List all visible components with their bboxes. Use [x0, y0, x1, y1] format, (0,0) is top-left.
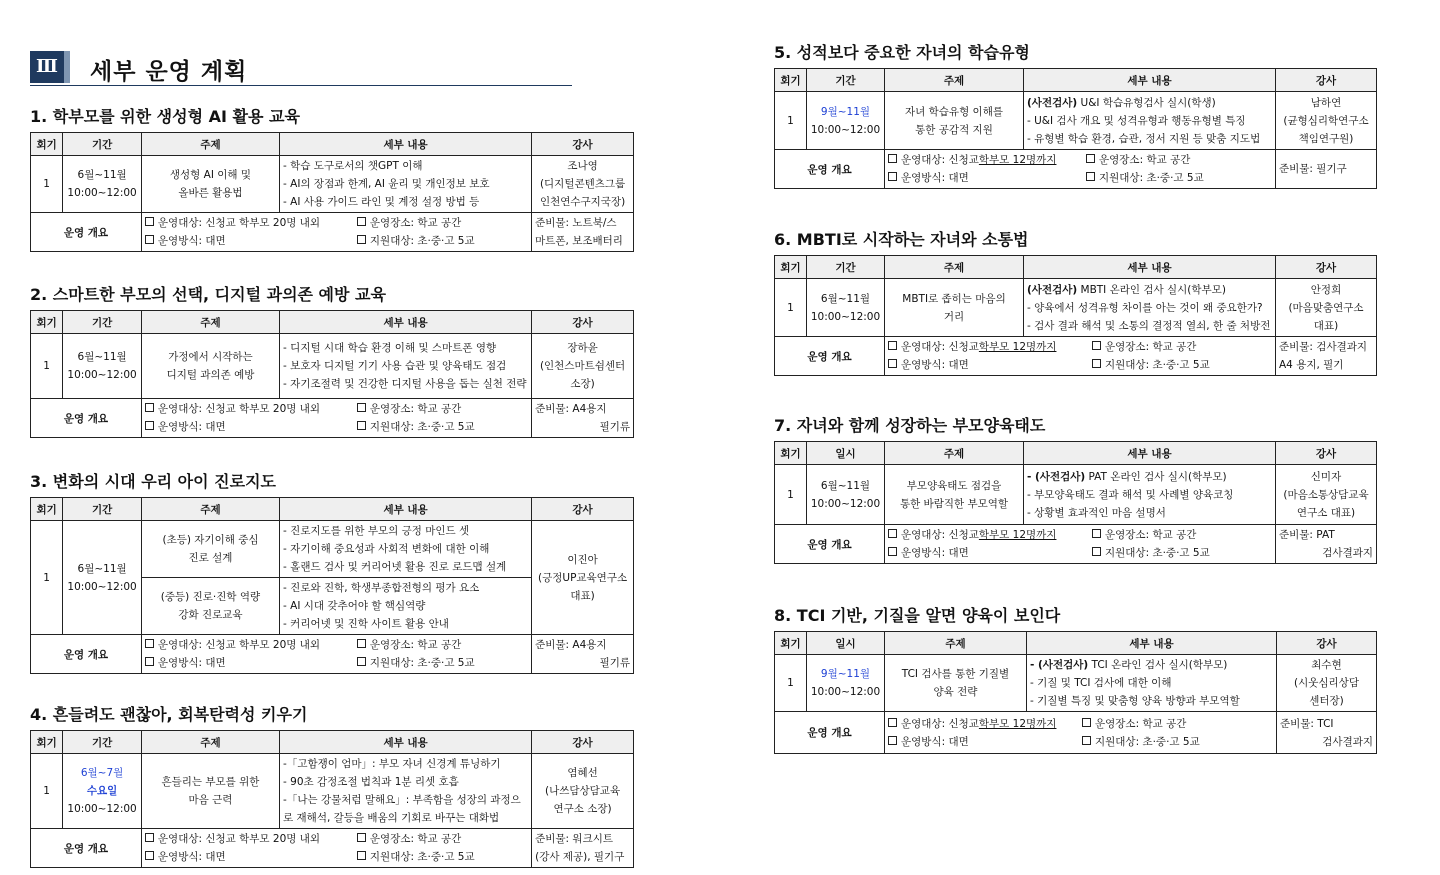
topic-cell-elementary: (초등) 자기이해 중심 진로 설계 — [141, 521, 279, 578]
overview-label: 운영 개요 — [31, 213, 142, 252]
overview-label: 운영 개요 — [775, 337, 885, 376]
col-header-round: 회기 — [31, 498, 63, 521]
page-title: 세부 운영 계획 — [90, 59, 248, 85]
instructor-cell: 안정희 (마음맞춤연구소 대표) — [1276, 279, 1377, 337]
topic-cell: 흔들리는 부모를 위한 마음 근력 — [141, 754, 279, 829]
col-header-details: 세부 내용 — [280, 498, 532, 521]
instructor-cell: 최수현 (시웃심리상담 센터장) — [1277, 655, 1377, 712]
col-header-details: 세부 내용 — [1024, 69, 1276, 92]
period-cell: 6월~11월 10:00~12:00 — [63, 334, 142, 399]
overview-label: 운영 개요 — [31, 635, 142, 674]
plan-table — [774, 255, 1377, 376]
header-accent-bar — [64, 51, 70, 83]
section-title: 2. 스마트한 부모의 선택, 디지털 과의존 예방 교육 — [30, 285, 386, 304]
section-8 — [774, 605, 1376, 754]
checkbox-bullet-icon — [1092, 359, 1101, 368]
prep-cell: 준비물: A4용지 필기류 — [532, 399, 634, 438]
round-cell: 1 — [775, 655, 807, 712]
round-cell: 1 — [31, 521, 63, 635]
col-header-round: 회기 — [31, 731, 63, 754]
round-cell: 1 — [31, 156, 63, 213]
checkbox-bullet-icon — [1086, 154, 1095, 163]
section-2 — [30, 284, 634, 438]
details-cell: - 학습 도구로서의 챗GPT 이해 - AI의 장점과 한계, AI 윤리 및 개인정보 보호 - AI 사용 가이드 라인 및 계정 설정 방법 등 — [280, 156, 532, 213]
checkbox-bullet-icon — [357, 657, 366, 666]
col-header-period: 기간 — [807, 69, 885, 92]
overview-label: 운영 개요 — [31, 399, 142, 438]
col-header-topic: 주제 — [885, 632, 1027, 655]
details-cell: (사전검사) U&I 학습유형검사 실시(학생) - U&I 검사 개요 및 성격유형과 행동유형별 특징 - 유형별 학습 환경, 습관, 정서 지원 등 맞춤 지도법 — [1024, 92, 1276, 150]
col-header-instructor: 강사 — [1276, 442, 1377, 465]
col-header-instructor: 강사 — [532, 731, 634, 754]
section-title: 1. 학부모를 위한 생성형 AI 활용 교육 — [30, 107, 300, 126]
overview-cell: 운영대상: 신청교 학부모 20명 내외 운영장소: 학교 공간 운영방식: 대면 지원대상: 초·중·고 5교 — [141, 399, 531, 438]
col-header-topic: 주제 — [885, 256, 1024, 279]
details-cell-elementary: - 진로지도를 위한 부모의 긍정 마인드 셋 - 자기이해 중요성과 사회적 변화에 대한 이해 - 홀랜드 검사 및 커리어넷 활용 진로 로드맵 설계 — [280, 521, 532, 578]
plan-table — [30, 310, 634, 438]
checkbox-bullet-icon — [145, 657, 154, 666]
period-cell: 6월~7월 수요일 10:00~12:00 — [63, 754, 142, 829]
checkbox-bullet-icon — [357, 639, 366, 648]
period-cell: 9월~11월 10:00~12:00 — [807, 655, 885, 712]
topic-cell: 부모양육태도 점검을 통한 바람직한 부모역할 — [885, 465, 1024, 525]
checkbox-bullet-icon — [888, 154, 897, 163]
col-header-period: 기간 — [63, 498, 142, 521]
period-cell: 9월~11월 10:00~12:00 — [807, 92, 885, 150]
section-title: 5. 성적보다 중요한 자녀의 학습유형 — [774, 43, 1030, 62]
col-header-instructor: 강사 — [532, 498, 634, 521]
round-cell: 1 — [31, 754, 63, 829]
plan-table — [30, 132, 634, 252]
prep-cell: 준비물: TCI 검사결과지 — [1277, 712, 1377, 754]
checkbox-bullet-icon — [1092, 341, 1101, 350]
col-header-datetime: 일시 — [807, 442, 885, 465]
col-header-instructor: 강사 — [1276, 69, 1377, 92]
checkbox-bullet-icon — [888, 172, 897, 181]
period-cell: 6월~11월 10:00~12:00 — [63, 521, 142, 635]
checkbox-bullet-icon — [1092, 529, 1101, 538]
period-cell: 6월~11월 10:00~12:00 — [63, 156, 142, 213]
checkbox-bullet-icon — [145, 403, 154, 412]
col-header-topic: 주제 — [141, 498, 279, 521]
overview-cell: 운영대상: 신청교 학부모 20명 내외 운영장소: 학교 공간 운영방식: 대면 지원대상: 초·중·고 5교 — [141, 213, 531, 252]
overview-label: 운영 개요 — [775, 150, 885, 189]
instructor-cell: 신미자 (마음소통상담교육 연구소 대표) — [1276, 465, 1377, 525]
prep-cell: 준비물: A4용지 필기류 — [532, 635, 634, 674]
checkbox-bullet-icon — [145, 639, 154, 648]
section-4 — [30, 704, 634, 868]
overview-cell: 운영대상: 신청교학부모 12명까지 운영장소: 학교 공간 운영방식: 대면 지원대상: 초·중·고 5교 — [885, 712, 1277, 754]
checkbox-bullet-icon — [145, 217, 154, 226]
checkbox-bullet-icon — [888, 529, 897, 538]
checkbox-bullet-icon — [888, 736, 897, 745]
col-header-details: 세부 내용 — [1027, 632, 1277, 655]
col-header-details: 세부 내용 — [280, 311, 532, 334]
col-header-instructor: 강사 — [532, 133, 634, 156]
topic-cell: MBTI로 좁히는 마음의 거리 — [885, 279, 1024, 337]
col-header-details: 세부 내용 — [280, 133, 532, 156]
col-header-instructor: 강사 — [532, 311, 634, 334]
checkbox-bullet-icon — [357, 421, 366, 430]
round-cell: 1 — [775, 279, 807, 337]
page-header — [30, 51, 572, 86]
col-header-round: 회기 — [31, 311, 63, 334]
section-6 — [774, 229, 1376, 376]
col-header-topic: 주제 — [141, 731, 279, 754]
checkbox-bullet-icon — [1092, 547, 1101, 556]
col-header-round: 회기 — [775, 632, 807, 655]
col-header-topic: 주제 — [141, 311, 279, 334]
plan-table — [30, 497, 634, 674]
overview-cell: 운영대상: 신청교학부모 12명까지 운영장소: 학교 공간 운영방식: 대면 지원대상: 초·중·고 5교 — [885, 525, 1276, 564]
plan-table — [774, 631, 1377, 754]
checkbox-bullet-icon — [888, 547, 897, 556]
overview-cell: 운영대상: 신청교학부모 12명까지 운영장소: 학교 공간 운영방식: 대면 지원대상: 초·중·고 5교 — [885, 150, 1276, 189]
instructor-cell: 이진아 (긍정UP교육연구소 대표) — [532, 521, 634, 635]
round-cell: 1 — [775, 465, 807, 525]
details-cell: (사전검사) MBTI 온라인 검사 실시(학부모) - 양육에서 성격유형 차이를 아는 것이 왜 중요한가? - 검사 결과 해석 및 소통의 결정적 열쇠, 한 줄 처방전 — [1024, 279, 1276, 337]
col-header-period: 기간 — [807, 256, 885, 279]
section-title: 6. MBTI로 시작하는 자녀와 소통법 — [774, 230, 1029, 249]
overview-cell: 운영대상: 신청교 학부모 20명 내외 운영장소: 학교 공간 운영방식: 대면 지원대상: 초·중·고 5교 — [141, 829, 531, 868]
col-header-round: 회기 — [775, 256, 807, 279]
overview-label: 운영 개요 — [775, 525, 885, 564]
checkbox-bullet-icon — [357, 217, 366, 226]
prep-cell: 준비물: 필기구 — [1276, 150, 1377, 189]
col-header-topic: 주제 — [885, 442, 1024, 465]
section-title: 7. 자녀와 함께 성장하는 부모양육태도 — [774, 416, 1046, 435]
section-5 — [774, 42, 1376, 189]
checkbox-bullet-icon — [888, 341, 897, 350]
checkbox-bullet-icon — [1086, 172, 1095, 181]
overview-cell: 운영대상: 신청교학부모 12명까지 운영장소: 학교 공간 운영방식: 대면 지원대상: 초·중·고 5교 — [885, 337, 1276, 376]
prep-cell: 준비물: PAT 검사결과지 — [1276, 525, 1377, 564]
instructor-cell: 남하연 (균형심리학연구소 책임연구원) — [1276, 92, 1377, 150]
round-cell: 1 — [775, 92, 807, 150]
col-header-period: 기간 — [63, 731, 142, 754]
col-header-round: 회기 — [775, 442, 807, 465]
roman-numeral-badge: Ⅲ — [30, 51, 64, 83]
instructor-cell: 조나영 (디지털콘텐츠그룹 인천연수구지국장) — [532, 156, 634, 213]
col-header-datetime: 일시 — [807, 632, 885, 655]
plan-table — [30, 730, 634, 868]
plan-table — [774, 68, 1377, 189]
topic-cell-middle: (중등) 진로·진학 역량 강화 진로교육 — [141, 578, 279, 635]
instructor-cell: 염혜선 (나쓰담상담교육 연구소 소장) — [532, 754, 634, 829]
overview-label: 운영 개요 — [775, 712, 885, 754]
col-header-details: 세부 내용 — [280, 731, 532, 754]
overview-cell: 운영대상: 신청교 학부모 20명 내외 운영장소: 학교 공간 운영방식: 대면 지원대상: 초·중·고 5교 — [141, 635, 531, 674]
details-cell: -「고함쟁이 엄마」: 부모 자녀 신경계 튜닝하기 - 90초 감정조절 법칙과 1분 리셋 호흡 -「나는 강물처럼 말해요」: 부족함을 성장의 과정으 로 재해석, 갈등을 배움의 기회로 바꾸는 대화법 — [280, 754, 532, 829]
details-cell: - (사전검사) PAT 온라인 검사 실시(학부모) - 부모양육태도 결과 해석 및 사례별 양육코칭 - 상황별 효과적인 마음 설명서 — [1024, 465, 1276, 525]
section-title: 4. 흔들려도 괜찮아, 회복탄력성 키우기 — [30, 705, 308, 724]
topic-cell: 가정에서 시작하는 디지털 과의존 예방 — [141, 334, 279, 399]
col-header-period: 기간 — [63, 311, 142, 334]
checkbox-bullet-icon — [357, 833, 366, 842]
overview-label: 운영 개요 — [31, 829, 142, 868]
section-7 — [774, 415, 1376, 564]
checkbox-bullet-icon — [145, 421, 154, 430]
col-header-round: 회기 — [775, 69, 807, 92]
details-cell-middle: - 진로와 진학, 학생부종합전형의 평가 요소 - AI 시대 갖추어야 할 핵심역량 - 커리어넷 및 진학 사이트 활용 안내 — [280, 578, 532, 635]
section-3 — [30, 471, 634, 674]
col-header-topic: 주제 — [885, 69, 1024, 92]
details-cell: - 디지털 시대 학습 환경 이해 및 스마트폰 영향 - 보호자 디지털 기기 사용 습관 및 양육태도 점검 - 자기조절력 및 건강한 디지털 사용을 돕는 실천 전략 — [280, 334, 532, 399]
section-1 — [30, 106, 634, 252]
checkbox-bullet-icon — [145, 235, 154, 244]
topic-cell: TCI 검사를 통한 기질별 양육 전략 — [885, 655, 1027, 712]
checkbox-bullet-icon — [357, 851, 366, 860]
col-header-period: 기간 — [63, 133, 142, 156]
col-header-instructor: 강사 — [1276, 256, 1377, 279]
checkbox-bullet-icon — [357, 235, 366, 244]
checkbox-bullet-icon — [888, 718, 897, 727]
checkbox-bullet-icon — [1082, 718, 1091, 727]
prep-cell: 준비물: 노트북/스 마트폰, 보조배터리 — [532, 213, 634, 252]
topic-cell: 생성형 AI 이해 및 올바른 활용법 — [141, 156, 279, 213]
plan-table — [774, 441, 1377, 564]
details-cell: - (사전검사) TCI 온라인 검사 실시(학부모) - 기질 및 TCI 검사에 대한 이해 - 기질별 특징 및 맞춤형 양육 방향과 부모역할 — [1027, 655, 1277, 712]
col-header-details: 세부 내용 — [1024, 256, 1276, 279]
section-title: 3. 변화의 시대 우리 아이 진로지도 — [30, 472, 276, 491]
period-cell: 6월~11월 10:00~12:00 — [807, 465, 885, 525]
col-header-round: 회기 — [31, 133, 63, 156]
col-header-topic: 주제 — [141, 133, 279, 156]
prep-cell: 준비물: 검사결과지 A4 용지, 필기 — [1276, 337, 1377, 376]
col-header-instructor: 강사 — [1277, 632, 1377, 655]
period-cell: 6월~11월 10:00~12:00 — [807, 279, 885, 337]
checkbox-bullet-icon — [1082, 736, 1091, 745]
instructor-cell: 장하윤 (인천스마트쉼센터 소장) — [532, 334, 634, 399]
checkbox-bullet-icon — [357, 403, 366, 412]
col-header-details: 세부 내용 — [1024, 442, 1276, 465]
checkbox-bullet-icon — [145, 833, 154, 842]
checkbox-bullet-icon — [145, 851, 154, 860]
checkbox-bullet-icon — [888, 359, 897, 368]
prep-cell: 준비물: 워크시트 (강사 제공), 필기구 — [532, 829, 634, 868]
round-cell: 1 — [31, 334, 63, 399]
topic-cell: 자녀 학습유형 이해를 통한 공감적 지원 — [885, 92, 1024, 150]
section-title: 8. TCI 기반, 기질을 알면 양육이 보인다 — [774, 606, 1061, 625]
